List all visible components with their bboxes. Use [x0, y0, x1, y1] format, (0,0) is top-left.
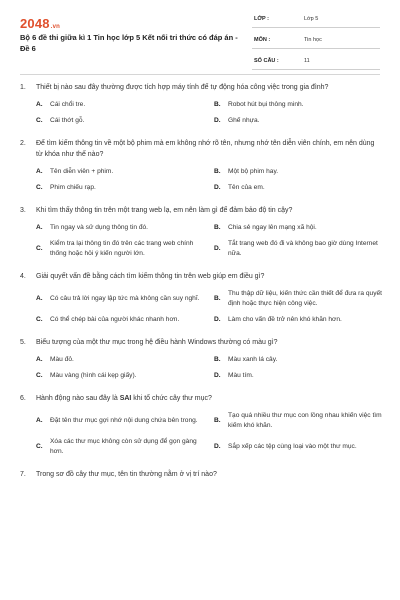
question-body: Hành động nào sau đây là	[36, 395, 120, 402]
question-4	[20, 271, 383, 325]
option-letter: A.	[36, 295, 43, 302]
option-b[interactable]	[214, 167, 384, 177]
option-b[interactable]	[214, 411, 384, 431]
option-c[interactable]	[36, 371, 206, 381]
option-text: Màu đỏ.	[50, 356, 74, 363]
option-c[interactable]	[36, 116, 206, 126]
option-b[interactable]	[214, 289, 384, 309]
option-letter: D.	[214, 184, 221, 191]
option-a[interactable]	[36, 411, 206, 431]
option-letter: C.	[36, 184, 43, 191]
option-letter: B.	[214, 295, 221, 302]
option-letter: B.	[214, 356, 221, 363]
header-divider	[20, 74, 380, 75]
info-label: MÔN :	[254, 37, 271, 43]
option-text: Màu vàng (hình cái kẹp giấy).	[50, 372, 137, 379]
question-number: 4.	[20, 273, 26, 280]
info-row-question-count	[252, 56, 380, 70]
option-a[interactable]	[36, 100, 206, 110]
option-text: Màu tím.	[228, 372, 254, 379]
option-letter: C.	[36, 117, 43, 124]
option-b[interactable]	[214, 223, 384, 233]
question-emphasis: SAI	[119, 395, 132, 402]
option-c[interactable]	[36, 315, 206, 325]
option-text: Chia sẻ ngay lên mạng xã hội.	[228, 224, 317, 231]
option-b[interactable]	[214, 355, 384, 365]
option-d[interactable]	[214, 315, 384, 325]
option-text: Tạo quá nhiều thư mục con lồng nhau khiến việc tìm kiếm khó khăn.	[228, 412, 382, 429]
question-number: 7.	[20, 471, 26, 478]
question-2	[20, 138, 380, 193]
option-text: Tắt trang web đó đi và không bao giờ dùng Internet nữa.	[228, 240, 378, 257]
option-letter: C.	[36, 443, 43, 450]
question-number: 3.	[20, 207, 26, 214]
info-panel	[252, 14, 380, 77]
info-value: Lớp 5	[304, 16, 319, 22]
question-text	[20, 205, 380, 216]
question-number: 5.	[20, 339, 26, 346]
option-letter: D.	[214, 443, 221, 450]
option-letter: A.	[36, 168, 43, 175]
question-text	[20, 271, 380, 282]
option-text: Có thể chép bài của người khác nhanh hơn.	[50, 316, 180, 323]
option-letter: D.	[214, 372, 221, 379]
question-number: 6.	[20, 395, 26, 402]
question-number: 1.	[20, 84, 26, 91]
info-label: LỚP :	[254, 16, 269, 22]
option-text: Cái chổi tre.	[50, 101, 86, 108]
option-text: Xóa các thư mục không còn sử dụng để gọn gàng hơn.	[50, 438, 197, 455]
options	[20, 289, 383, 325]
option-c[interactable]	[36, 239, 206, 259]
option-letter: D.	[214, 117, 221, 124]
question-body: Khi tìm thấy thông tin trên một trang web lạ, em nên làm gì để đảm bảo độ tin cậy?	[36, 207, 293, 214]
option-letter: D.	[214, 245, 221, 252]
option-letter: B.	[214, 417, 221, 424]
option-letter: C.	[36, 245, 43, 252]
options	[20, 411, 380, 457]
question-text	[20, 138, 380, 160]
option-d[interactable]	[214, 239, 384, 259]
option-b[interactable]	[214, 100, 384, 110]
option-a[interactable]	[36, 167, 206, 177]
option-text: Cái thớt gỗ.	[50, 117, 85, 124]
question-text	[20, 337, 380, 348]
option-text: Kiểm tra lại thông tin đó trên các trang web chính thống hoặc hỏi ý kiến người lớn.	[50, 240, 194, 257]
options	[20, 100, 380, 126]
option-text: Thu thập dữ liệu, kiến thức cần thiết để đưa ra quyết định hoặc thực hiện công việc.	[228, 290, 383, 307]
option-text: Ghế nhựa.	[228, 117, 260, 124]
info-row-grade	[252, 14, 380, 28]
option-letter: B.	[214, 168, 221, 175]
question-body: Biểu tượng của một thư mục trong hệ điều hành Windows thường có màu gì?	[36, 339, 278, 346]
option-letter: A.	[36, 417, 43, 424]
question-text	[20, 393, 380, 404]
option-a[interactable]	[36, 289, 206, 309]
option-text: Một bộ phim hay.	[228, 168, 279, 175]
option-letter: C.	[36, 372, 43, 379]
document-header	[20, 12, 380, 72]
option-letter: C.	[36, 316, 43, 323]
question-body: Giải quyết vấn đề bằng cách tìm kiếm thông tin trên web giúp em điều gì?	[36, 273, 265, 280]
option-a[interactable]	[36, 223, 206, 233]
option-c[interactable]	[36, 437, 206, 457]
option-c[interactable]	[36, 183, 206, 193]
question-6	[20, 393, 380, 457]
options	[20, 223, 380, 259]
question-list	[20, 82, 383, 492]
question-body: Trong sơ đồ cây thư mục, tên tin thường nằm ở vị trí nào?	[36, 471, 217, 478]
option-text: Tin ngay và sử dụng thông tin đó.	[50, 224, 149, 231]
question-number: 2.	[20, 140, 26, 147]
option-d[interactable]	[214, 116, 384, 126]
option-text: Tên diễn viên + phim.	[50, 168, 114, 175]
question-text	[20, 82, 380, 93]
option-letter: A.	[36, 101, 43, 108]
option-d[interactable]	[214, 437, 384, 457]
question-body: Để tìm kiếm thông tin về một bộ phim mà em không nhớ rõ tên, nhưng nhớ tên diễn viên chính, em nên dùng từ khóa như thế nào?	[36, 140, 375, 158]
option-d[interactable]	[214, 183, 384, 193]
question-7	[20, 469, 380, 480]
option-d[interactable]	[214, 371, 384, 381]
question-3	[20, 205, 380, 259]
option-a[interactable]	[36, 355, 206, 365]
site-logo[interactable]	[20, 16, 60, 31]
question-body-end: khi tổ chức cây thư mục?	[131, 395, 212, 402]
logo-text: 2048	[20, 16, 50, 31]
info-row-subject	[252, 35, 380, 49]
option-letter: B.	[214, 224, 221, 231]
option-letter: A.	[36, 224, 43, 231]
option-letter: B.	[214, 101, 221, 108]
options	[20, 167, 380, 193]
document-title: Bộ 6 đề thi giữa kì 1 Tin học lớp 5 Kết nối tri thức có đáp án - Đề 6	[20, 33, 238, 53]
question-5	[20, 337, 380, 381]
option-text: Phim chiếu rạp.	[50, 184, 96, 191]
option-letter: D.	[214, 316, 221, 323]
question-text	[20, 469, 380, 480]
question-body: Thiết bị nào sau đây thường được tích hợp máy tính để tự động hóa công việc trong gia đình?	[36, 84, 329, 91]
option-text: Tên của em.	[228, 184, 265, 191]
options	[20, 355, 380, 381]
logo-suffix: .vn	[50, 24, 61, 30]
question-1	[20, 82, 380, 126]
option-letter: A.	[36, 356, 43, 363]
option-text: Làm cho vấn đề trở nên khó khăn hơn.	[228, 316, 342, 323]
option-text: Màu xanh lá cây.	[228, 356, 278, 363]
info-value: Tin học	[304, 37, 322, 43]
option-text: Sắp xếp các tệp cùng loại vào một thư mục.	[228, 443, 357, 450]
option-text: Robot hút bụi thông minh.	[228, 101, 304, 108]
option-text: Đặt tên thư mục gợi nhớ nội dung chứa bên trong.	[50, 417, 198, 424]
info-value: 11	[304, 58, 310, 64]
info-label: SỐ CÂU :	[254, 58, 279, 64]
option-text: Có câu trả lời ngay lập tức mà không cần suy nghĩ.	[50, 295, 200, 302]
